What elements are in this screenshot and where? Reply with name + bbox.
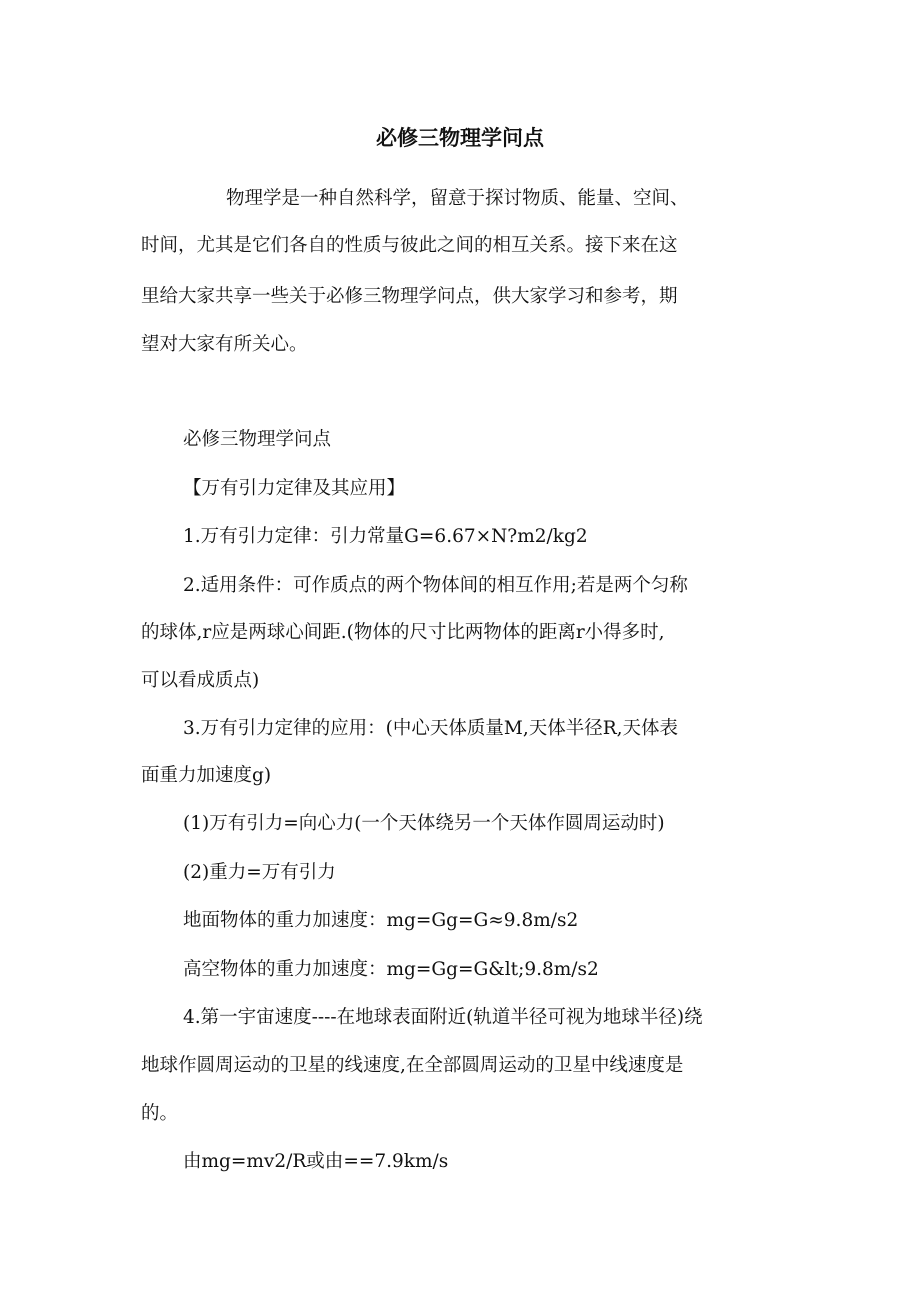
text-line: 的球体,r应是两球心间距.(物体的尺寸比两物体的距离r小得多时, [141,622,665,643]
text-line: 由mg=mv2/R或由==7.9km/s [183,1151,449,1172]
text-line: 的。 [141,1103,179,1124]
text-line: 地球作圆周运动的卫星的线速度,在全部圆周运动的卫星中线速度是 [141,1055,684,1076]
text-line: 2.适用条件：可作质点的两个物体间的相互作用;若是两个匀称 [183,575,688,596]
subsection-heading: 【万有引力定律及其应用】 [183,478,406,499]
text-line: 时间，尤其是它们各自的性质与彼此之间的相互关系。接下来在这 [141,235,678,256]
text-line: 3.万有引力定律的应用：(中心天体质量M,天体半径R,天体表 [183,718,679,739]
text-line: 物理学是一种自然科学，留意于探讨物质、能量、空间、 [226,188,689,209]
text-line: 可以看成质点) [141,670,260,691]
text-line: 1.万有引力定律：引力常量G=6.67×N?m2/kg2 [183,526,588,547]
text-line: 里给大家共享一些关于必修三物理学问点，供大家学习和参考，期 [141,286,678,307]
text-line: 望对大家有所关心。 [141,334,308,355]
document-title: 必修三物理学问点 [376,126,544,150]
text-line: (1)万有引力=向心力(一个天体绕另一个天体作圆周运动时) [183,813,665,834]
text-line: 4.第一宇宙速度----在地球表面附近(轨道半径可视为地球半径)绕 [183,1007,703,1028]
section-heading: 必修三物理学问点 [183,429,332,450]
text-line: 高空物体的重力加速度：mg=Gg=G&lt;9.8m/s2 [183,959,599,980]
text-line: 面重力加速度g) [141,765,272,786]
text-line: 地面物体的重力加速度：mg=Gg=G≈9.8m/s2 [183,910,579,931]
text-line: (2)重力=万有引力 [183,862,336,883]
